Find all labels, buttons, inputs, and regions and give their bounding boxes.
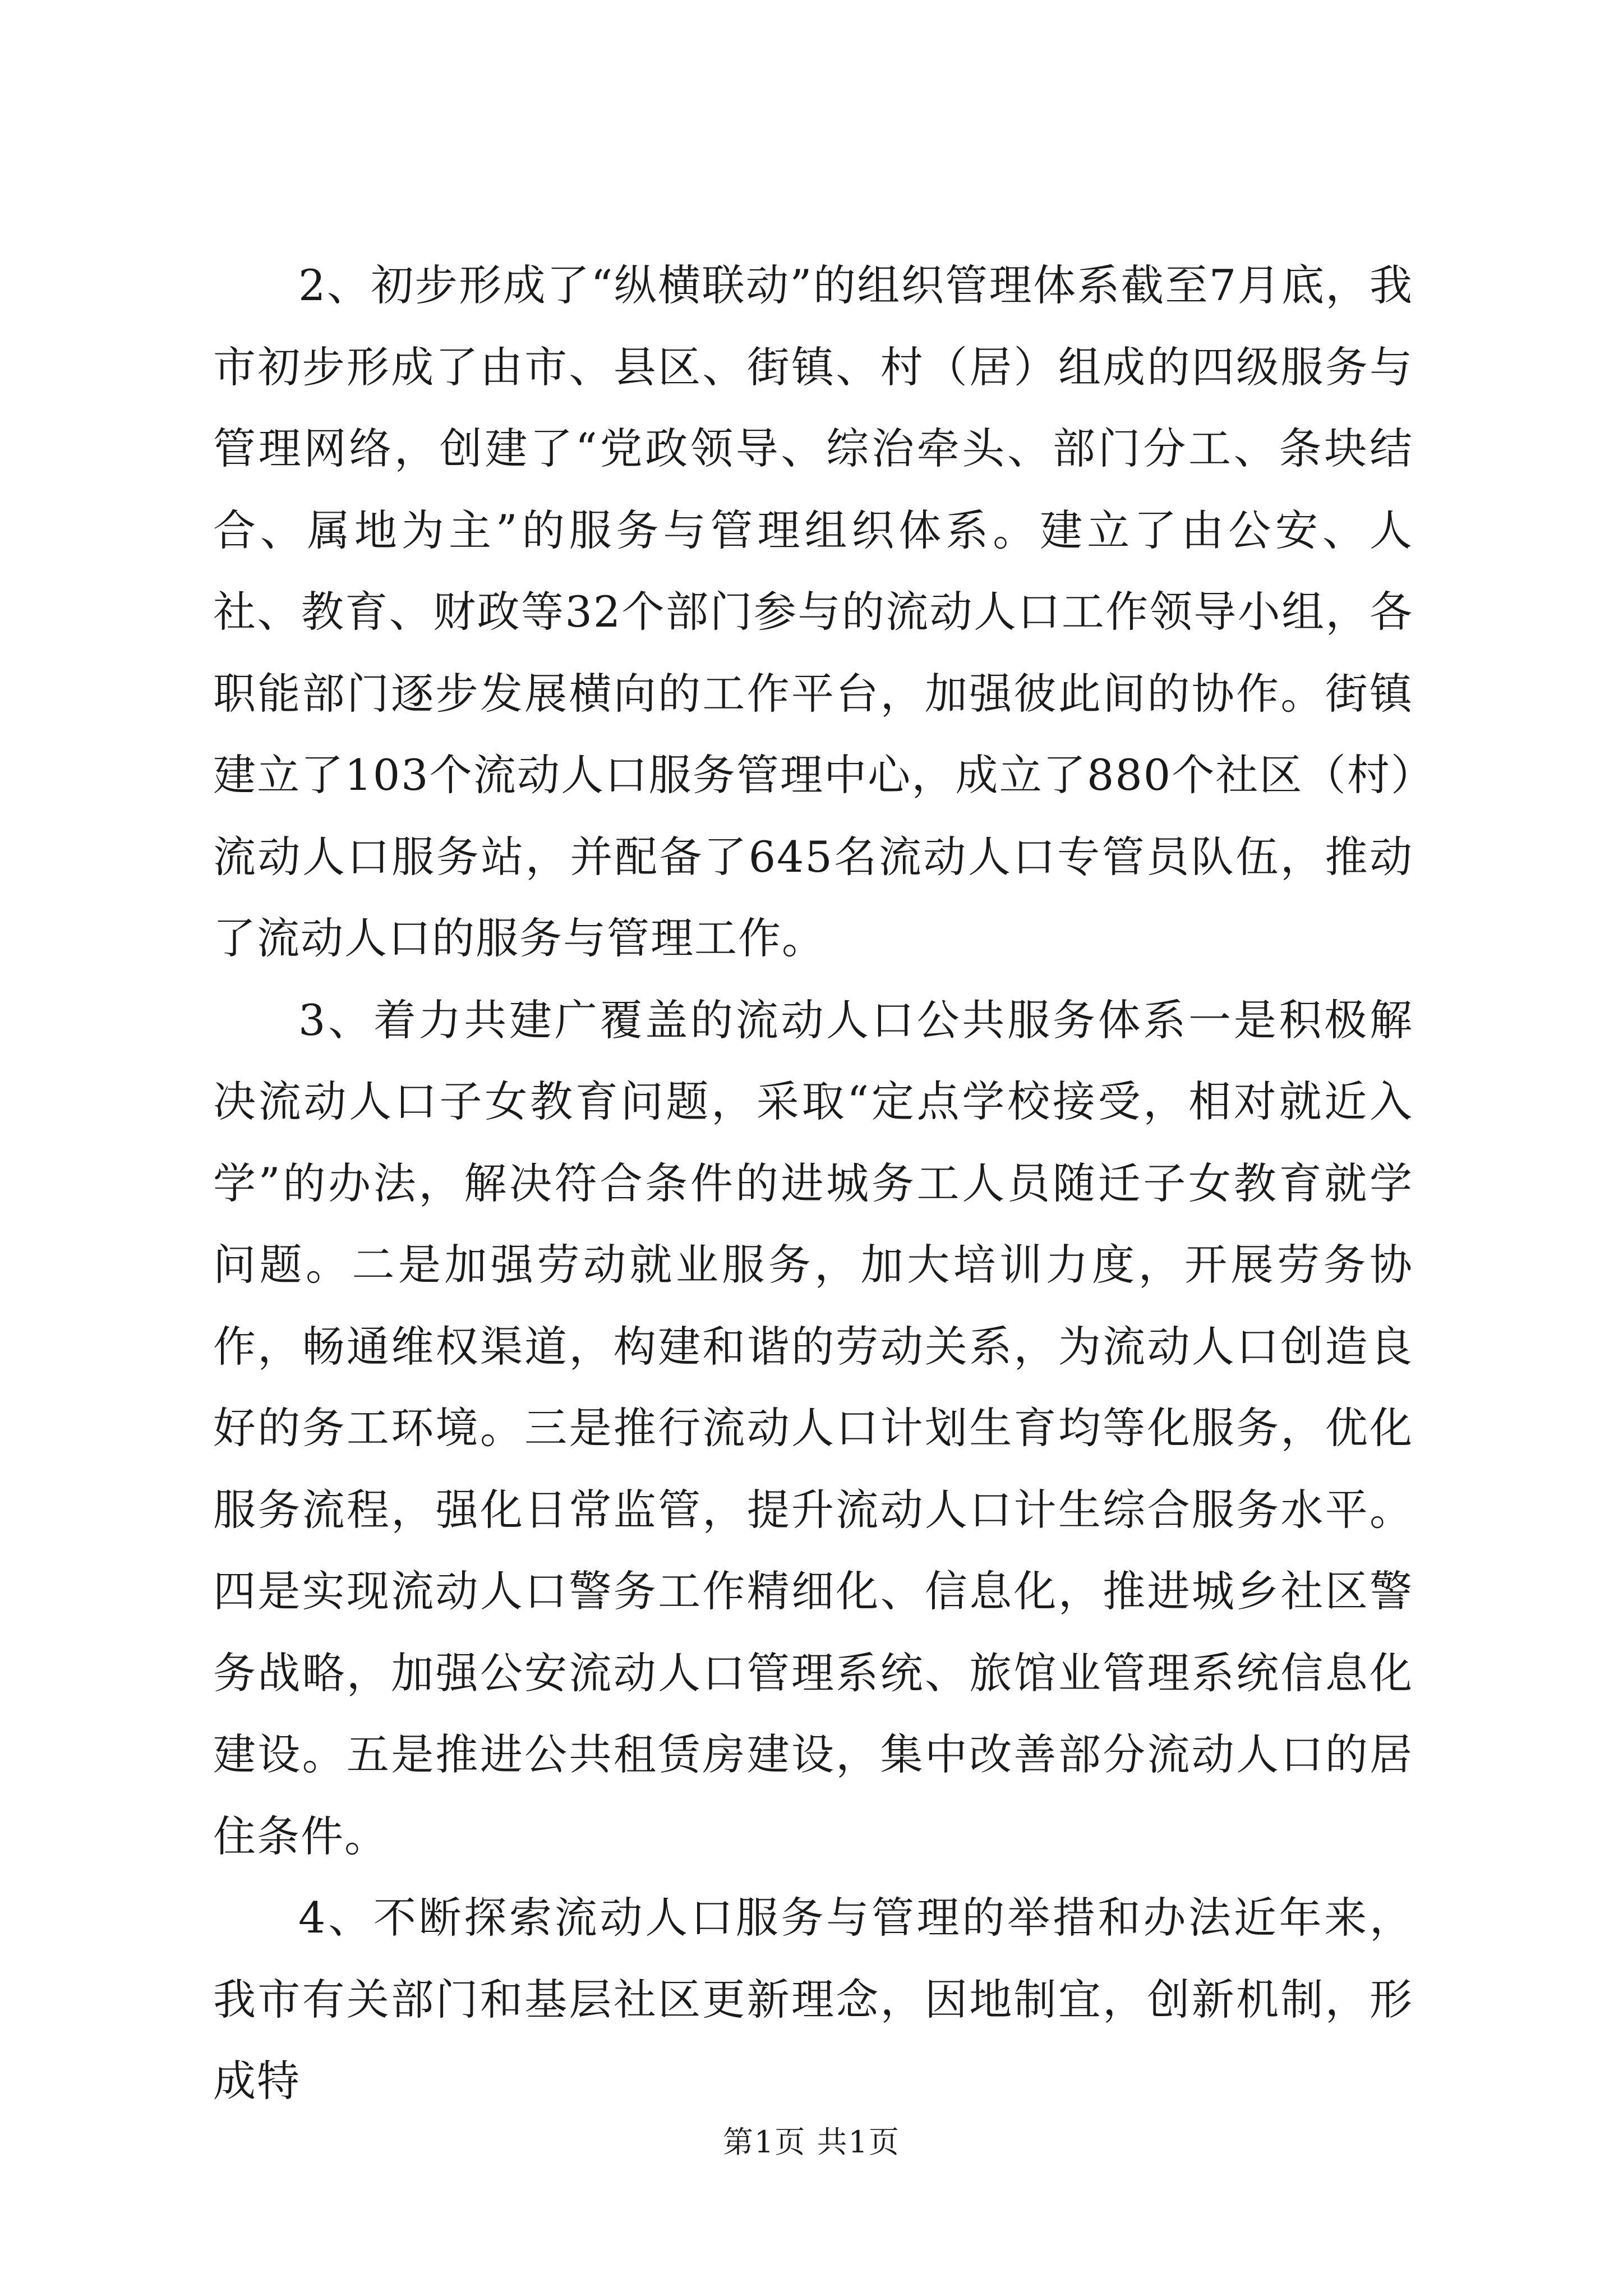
paragraph-4: 4、不断探索流动人口服务与管理的举措和办法近年来，我市有关部门和基层社区更新理念，因地制宜，创新机制，形成特 [213, 1893, 1413, 2106]
paragraph-3: 3、着力共建广覆盖的流动人口公共服务体系一是积极解决流动人口子女教育问题，采取“定点学校接受，相对就近入学”的办法，解决符合条件的进城务工人员随迁子女教育就学问题。二是加强劳动就业服务，加大培训力度，开展劳务协作，畅通维权渠道，构建和谐的劳动关系，为流动人口创造良好的务工环境。三是推行流动人口计划生育均等化服务，优化服务流程，强化日常监管，提升流动人口计生综合服务水平。四是实现流动人口警务工作精细化、信息化，推进城乡社区警务战略，加强公安流动人口管理系统、旅馆业管理系统信息化建设。五是推进公共租赁房建设，集中改善部分流动人口的居住条件。 [213, 995, 1413, 1861]
page-footer: 第1页 共1页 [723, 2124, 900, 2160]
paragraph-2: 2、初步形成了“纵横联动”的组织管理体系截至7月底，我市初步形成了由市、县区、街镇、村（居）组成的四级服务与管理网络，创建了“党政领导、综治牵头、部门分工、条块结合、属地为主”的服务与管理组织体系。建立了由公安、人社、教育、财政等32个部门参与的流动人口工作领导小组，各职能部门逐步发展横向的工作平台，加强彼此间的协作。街镇建立了103个流动人口服务管理中心，成立了880个社区（村）流动人口服务站，并配备了645名流动人口专管员队伍，推动了流动人口的服务与管理工作。 [213, 260, 1413, 963]
document-body [213, 245, 1413, 2122]
